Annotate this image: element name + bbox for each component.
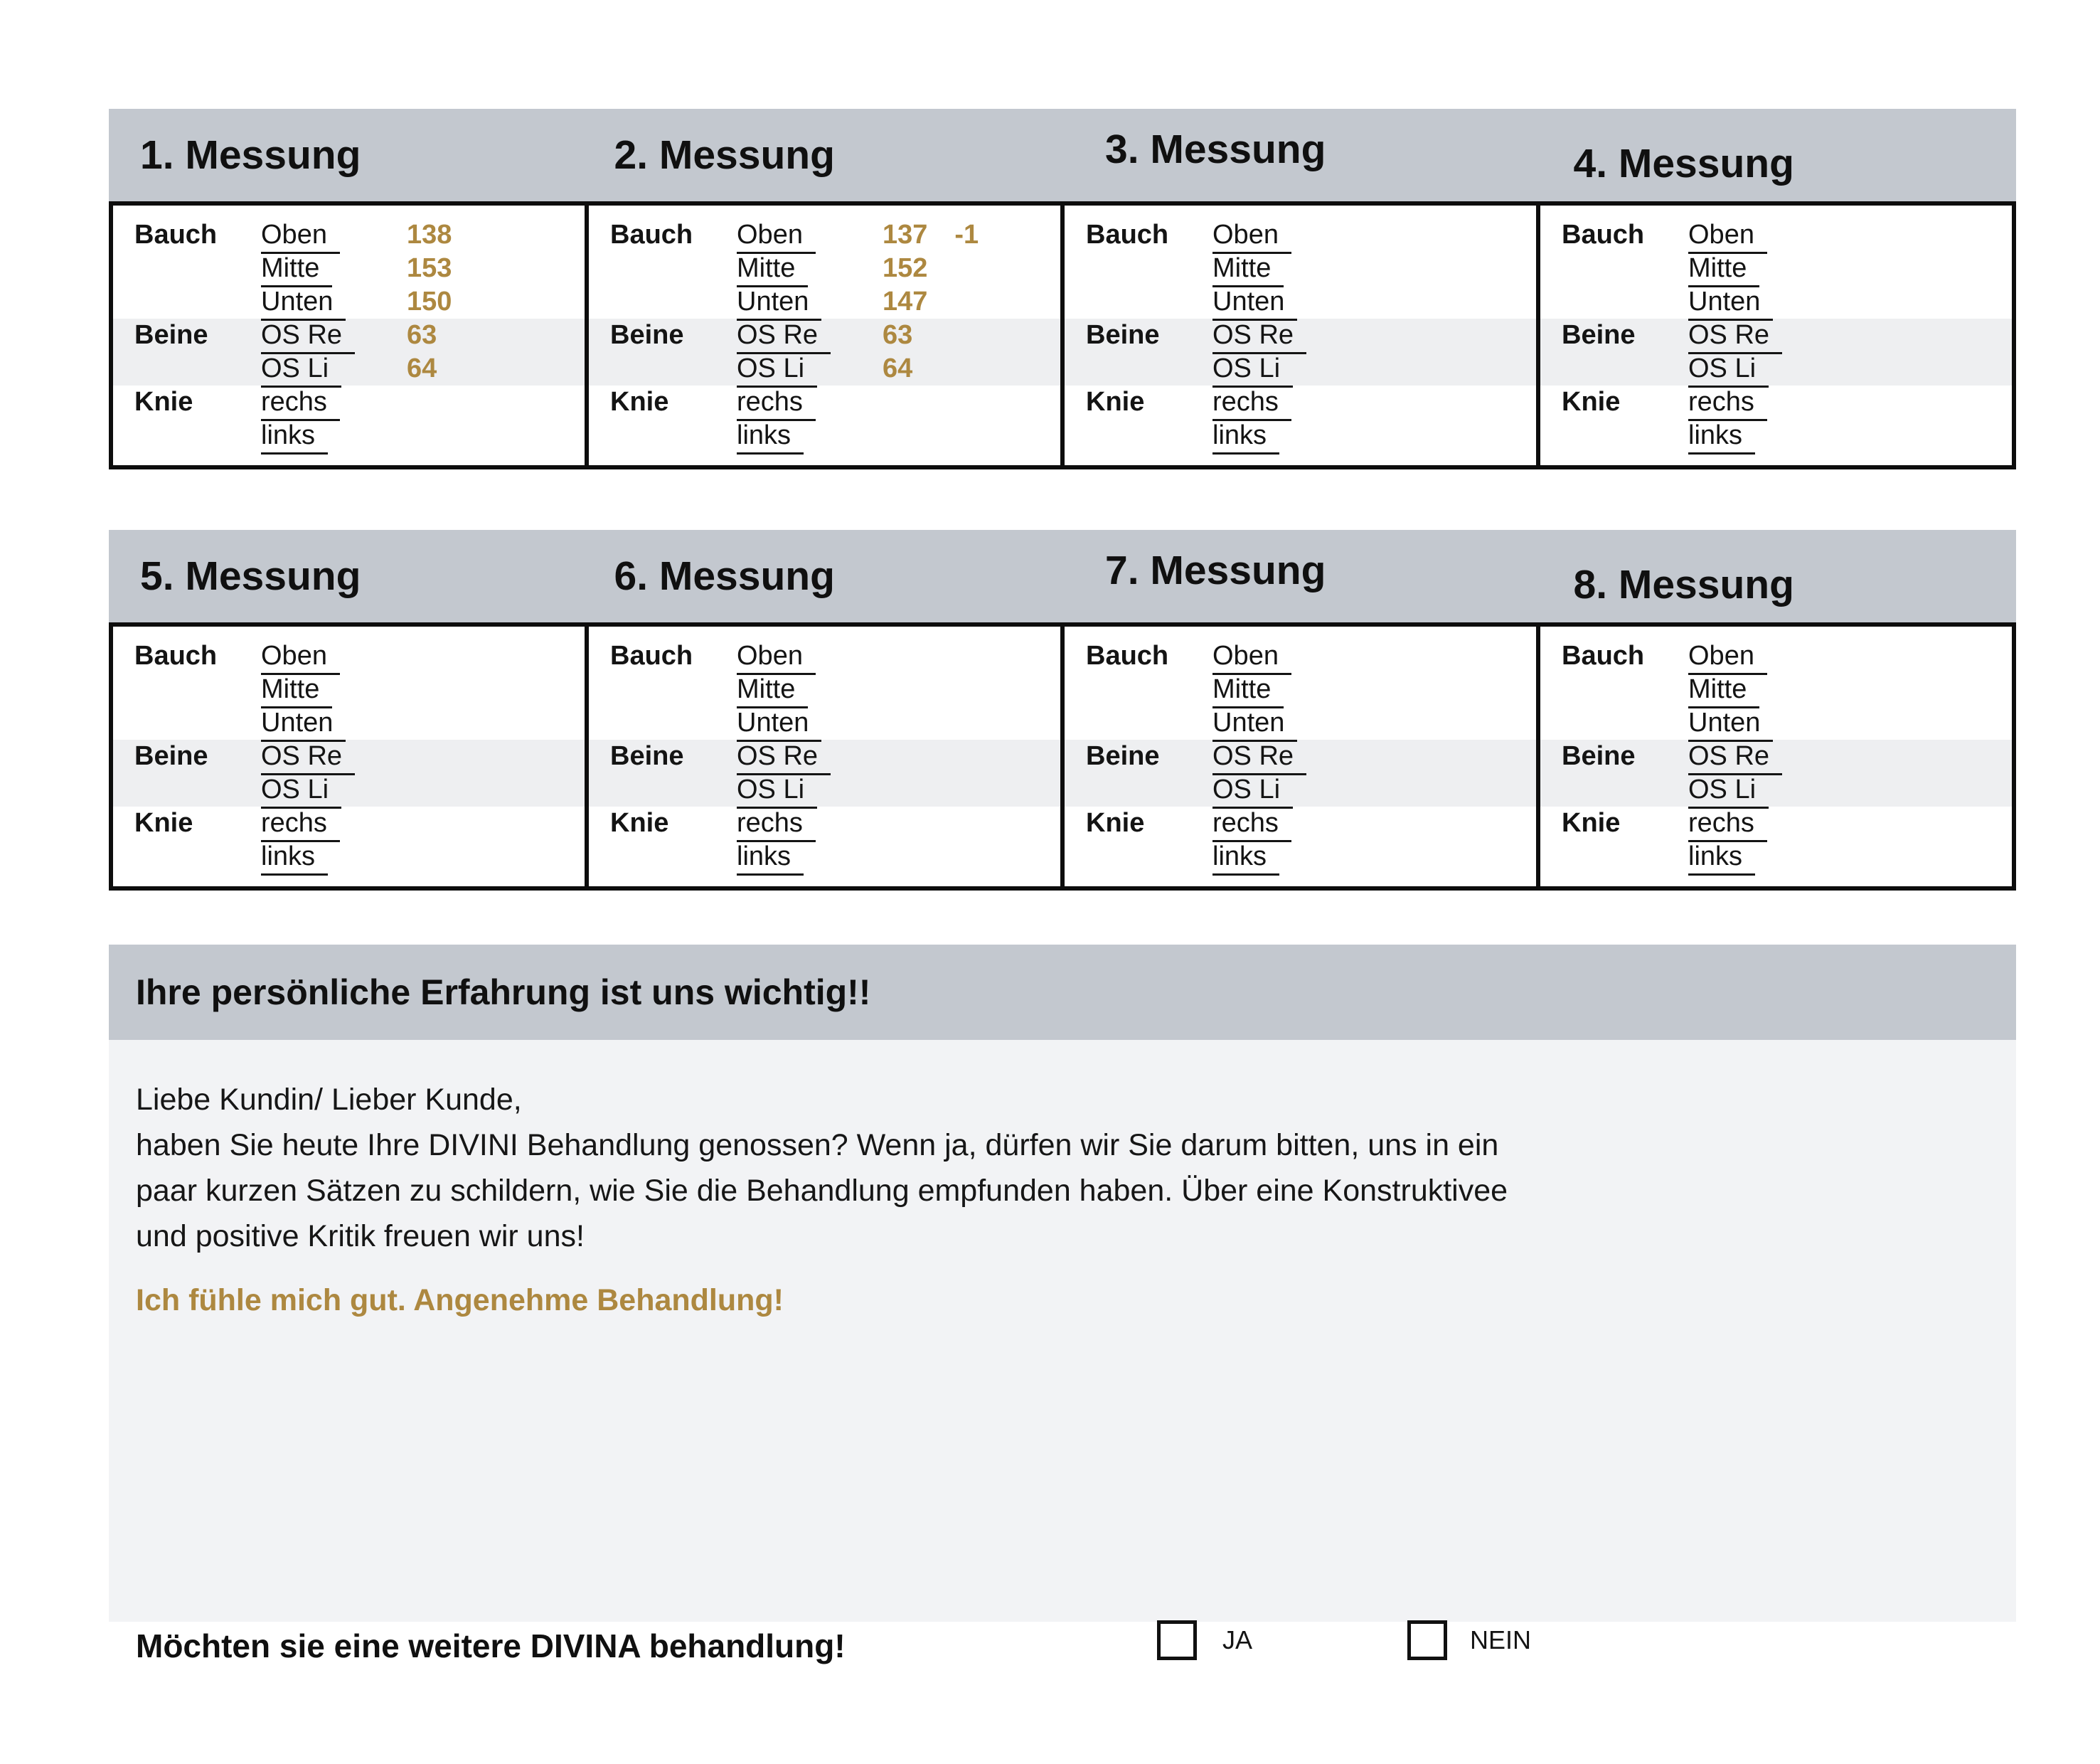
field-label-os-re: OS Re [261,741,355,775]
measurement-title: 5. Messung [140,553,361,599]
row-knie-rechts [1540,386,2012,419]
field-label-mitte: Mitte [737,674,808,708]
measurements-row-1 [109,109,2016,469]
measurement-title: 7. Messung [1105,548,1326,593]
feedback-title: Ihre persönliche Erfahrung ist uns wichtig!! [136,972,871,1012]
row-beine-osli [1065,773,1536,807]
row-knie-links [589,840,1060,873]
field-label-os-re: OS Re [261,320,355,354]
row-beine-osre [113,319,585,352]
value-os-li: 64 [883,354,913,383]
field-label-os-li: OS Li [1212,354,1293,388]
row-bauch-unten [1065,706,1536,740]
row-bauch-oben [1540,218,2012,252]
field-label-mitte: Mitte [261,674,332,708]
checkbox-ja-label[interactable]: JA [1222,1625,1253,1654]
row-header-knie: Knie [1086,387,1145,417]
row-header-beine: Beine [134,320,208,350]
further-treatment-question [109,1619,2016,1676]
row-header-knie: Knie [610,387,669,417]
row-header-knie: Knie [1562,808,1621,838]
field-label-unten: Unten [1688,287,1773,321]
row-beine-osre [113,740,585,773]
field-label-links: links [737,841,804,876]
field-label-oben: Oben [737,220,816,254]
row-header-beine: Beine [1086,741,1160,771]
row-beine-osre [1540,740,2012,773]
row-header-knie: Knie [1086,808,1145,838]
row-bauch-mitte [589,673,1060,706]
measurement-band-cell [109,109,583,201]
measurements-row-2-header-band [109,530,2016,622]
field-label-os-li: OS Li [737,775,817,809]
row-bauch-unten [1540,706,2012,740]
feedback-body-line: haben Sie heute Ihre DIVINI Behandlung genossen? Wenn ja, dürfen wir Sie darum bitten, uns in ein [136,1128,1499,1162]
feedback-body-line: paar kurzen Sätzen zu schildern, wie Sie die Behandlung empfunden haben. Über eine Konstruktivee [136,1174,1508,1208]
field-label-mitte: Mitte [1688,674,1759,708]
question-label: Möchten sie eine weitere DIVINA behandlung! [136,1627,846,1664]
measurement-band-cell [1057,109,1548,201]
measurement-table [1540,627,2012,886]
row-header-bauch: Bauch [1562,641,1645,671]
row-header-knie: Knie [610,808,669,838]
feedback-section [109,945,2016,1622]
row-bauch-unten [589,285,1060,319]
field-label-os-re: OS Re [1212,320,1306,354]
value-unten: 150 [407,287,452,317]
field-label-mitte: Mitte [1688,253,1759,287]
field-label-mitte: Mitte [737,253,808,287]
field-label-rechts: rechs [1212,808,1291,842]
checkbox-ja[interactable] [1157,1620,1197,1660]
row-beine-osre [1540,319,2012,352]
row-bauch-mitte [1065,252,1536,285]
row-header-beine: Beine [1562,320,1636,350]
row-beine-osre [1065,740,1536,773]
row-header-bauch: Bauch [1086,220,1169,250]
feedback-customer-response: Ich fühle mich gut. Angenehme Behandlung! [136,1283,784,1317]
row-header-beine: Beine [1086,320,1160,350]
feedback-greeting: Liebe Kundin/ Lieber Kunde, [136,1083,522,1117]
row-beine-osli [113,773,585,807]
field-label-rechts: rechs [261,387,340,421]
row-bauch-unten [113,285,585,319]
field-label-mitte: Mitte [261,253,332,287]
field-label-os-li: OS Li [1688,775,1769,809]
row-header-bauch: Bauch [610,220,693,250]
row-beine-osli [1065,352,1536,386]
row-beine-osli [589,773,1060,807]
value-oben-note: -1 [954,220,979,250]
row-knie-links [113,419,585,452]
field-label-links: links [737,420,804,455]
row-bauch-oben [113,218,585,252]
measurement-table [1540,206,2012,465]
feedback-body-line: und positive Kritik freuen wir uns! [136,1219,585,1253]
row-bauch-mitte [1540,673,2012,706]
field-label-os-re: OS Re [1688,741,1782,775]
measurement-table [589,627,1065,886]
measurement-title: 3. Messung [1105,127,1326,172]
value-mitte: 153 [407,253,452,283]
field-label-unten: Unten [737,708,821,742]
field-label-os-li: OS Li [737,354,817,388]
value-os-re: 63 [883,320,913,350]
field-label-unten: Unten [1688,708,1773,742]
value-oben: 137 [883,220,928,250]
field-label-oben: Oben [737,641,816,675]
field-label-links: links [261,420,328,455]
value-oben: 138 [407,220,452,250]
row-header-knie: Knie [1562,387,1621,417]
measurements-row-1-header-band [109,109,2016,201]
feedback-header-band [109,945,2016,1040]
value-unten: 147 [883,287,928,317]
field-label-os-re: OS Re [737,741,831,775]
field-label-oben: Oben [261,641,340,675]
measurement-band-cell [583,109,1057,201]
feedback-panel [109,1040,2016,1622]
row-header-bauch: Bauch [134,641,218,671]
field-label-links: links [261,841,328,876]
row-knie-rechts [113,386,585,419]
row-knie-rechts [589,386,1060,419]
field-label-unten: Unten [261,287,346,321]
field-label-links: links [1212,420,1279,455]
field-label-unten: Unten [1212,287,1297,321]
measurement-table [1065,206,1540,465]
measurement-table [113,627,589,886]
measurements-row-2-tables [109,622,2016,891]
row-header-beine: Beine [134,741,208,771]
row-bauch-mitte [1065,673,1536,706]
row-beine-osli [1540,773,2012,807]
field-label-os-li: OS Li [1212,775,1293,809]
value-os-re: 63 [407,320,437,350]
measurement-title: 2. Messung [614,132,835,178]
row-bauch-unten [1540,285,2012,319]
row-knie-links [1540,840,2012,873]
field-label-rechts: rechs [1212,387,1291,421]
field-label-oben: Oben [1688,220,1767,254]
measurement-band-cell [583,530,1057,622]
row-bauch-oben [1065,218,1536,252]
row-bauch-oben [1065,639,1536,673]
row-bauch-oben [589,639,1060,673]
field-label-links: links [1688,841,1755,876]
row-header-knie: Knie [134,808,193,838]
field-label-os-li: OS Li [261,354,341,388]
row-knie-links [113,840,585,873]
value-os-li: 64 [407,354,437,383]
row-beine-osli [1540,352,2012,386]
row-header-beine: Beine [1562,741,1636,771]
row-bauch-oben [113,639,585,673]
row-header-bauch: Bauch [610,641,693,671]
row-header-beine: Beine [610,320,684,350]
row-bauch-mitte [589,252,1060,285]
row-knie-rechts [113,807,585,840]
field-label-os-re: OS Re [1212,741,1306,775]
row-header-beine: Beine [610,741,684,771]
row-beine-osre [589,740,1060,773]
field-label-rechts: rechs [737,387,816,421]
row-beine-osli [589,352,1060,386]
row-bauch-unten [589,706,1060,740]
row-knie-rechts [589,807,1060,840]
field-label-rechts: rechs [261,808,340,842]
field-label-os-re: OS Re [737,320,831,354]
field-label-unten: Unten [737,287,821,321]
measurement-band-cell [109,530,583,622]
row-bauch-oben [589,218,1060,252]
field-label-unten: Unten [261,708,346,742]
row-header-bauch: Bauch [1086,641,1169,671]
measurement-title: 8. Messung [1573,562,1794,607]
field-label-rechts: rechs [1688,808,1767,842]
field-label-mitte: Mitte [1212,674,1284,708]
row-beine-osli [113,352,585,386]
row-knie-links [1540,419,2012,452]
field-label-oben: Oben [1688,641,1767,675]
field-label-os-li: OS Li [261,775,341,809]
row-knie-links [1065,419,1536,452]
field-label-os-li: OS Li [1688,354,1769,388]
field-label-os-re: OS Re [1688,320,1782,354]
row-bauch-oben [1540,639,2012,673]
measurement-title: 1. Messung [140,132,361,178]
field-label-rechts: rechs [1688,387,1767,421]
row-knie-rechts [1540,807,2012,840]
field-label-oben: Oben [261,220,340,254]
field-label-unten: Unten [1212,708,1297,742]
measurements-row-2 [109,530,2016,891]
measurement-band-cell [1548,530,2017,622]
row-knie-links [589,419,1060,452]
field-label-rechts: rechs [737,808,816,842]
field-label-mitte: Mitte [1212,253,1284,287]
row-knie-links [1065,840,1536,873]
measurement-table [589,206,1065,465]
measurement-band-cell [1548,109,2017,201]
row-header-bauch: Bauch [1562,220,1645,250]
measurement-table [113,206,589,465]
checkbox-nein-label[interactable]: NEIN [1470,1625,1532,1654]
measurement-table [1065,627,1540,886]
row-header-bauch: Bauch [134,220,218,250]
measurements-row-1-tables [109,201,2016,469]
row-bauch-unten [1065,285,1536,319]
row-knie-rechts [1065,807,1536,840]
value-mitte: 152 [883,253,928,283]
row-bauch-mitte [113,252,585,285]
row-beine-osre [1065,319,1536,352]
row-bauch-unten [113,706,585,740]
field-label-oben: Oben [1212,641,1291,675]
checkbox-nein[interactable] [1407,1620,1447,1660]
row-bauch-mitte [1540,252,2012,285]
measurement-title: 4. Messung [1573,141,1794,186]
row-knie-rechts [1065,386,1536,419]
row-beine-osre [589,319,1060,352]
field-label-oben: Oben [1212,220,1291,254]
measurement-title: 6. Messung [614,553,835,599]
row-bauch-mitte [113,673,585,706]
field-label-links: links [1688,420,1755,455]
field-label-links: links [1212,841,1279,876]
row-header-knie: Knie [134,387,193,417]
measurement-band-cell [1057,530,1548,622]
